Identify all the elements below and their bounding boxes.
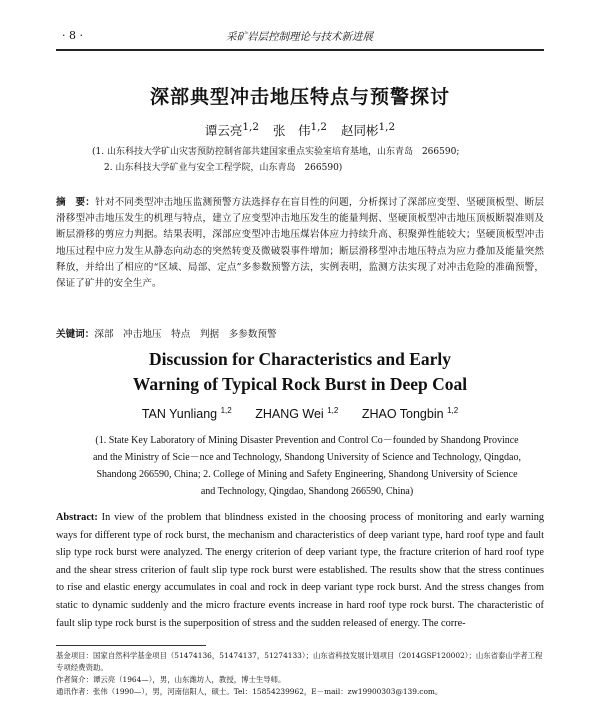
header-rule <box>56 49 544 51</box>
footnote-rule <box>56 645 206 646</box>
chinese-affiliation-line: (1. 山东科技大学矿山灾害预防控制省部共建国家重点实验室培育基地，山东青岛 266590; <box>92 147 460 157</box>
english-authors <box>0 406 600 421</box>
chinese-keywords-text: 深部 冲击地压 特点 判据 多参数预警 <box>94 329 277 340</box>
chinese-abstract-label: 摘 要： <box>56 197 96 208</box>
english-abstract-label: Abstract: <box>56 512 98 523</box>
footnote-corresponding: 通讯作者：张伟（1990—），男，河南信阳人，硕士。Tel：15854239962，E－mail：zw19900303@139.com。 <box>56 687 443 696</box>
english-author: ZHAO Tongbin $^{1,2}$ <box>361 406 459 422</box>
english-title-line: Warning of Typical Rock Burst in Deep Coal <box>132 374 468 394</box>
english-abstract <box>56 509 544 632</box>
footnote-author-bio: 作者简介：谭云亮（1964—），男，山东潍坊人，教授，博士生导师。 <box>56 675 286 684</box>
chinese-keywords <box>56 326 544 340</box>
chinese-authors <box>0 121 600 139</box>
running-title: 采矿岩层控制理论与技术新进展 <box>226 31 373 43</box>
footnotes <box>56 650 544 698</box>
english-abstract-text: In view of the problem that blindness existed in the choosing process of monitoring and early warning ways for different type of rock burst, the mechanism and characteristics of deep variant type, hard roof type and fault slip type rock burst were analyzed. The energy criterion of deep variant type, the fracture criterion of hard roof type and the shear stress criterion of fault slip type rock burst were established. The results show that the stress continues to rise and elastic energy accumulates in coal and rock in deep variant type rock burst. And the stress changes from static to dynamic suddenly and the micro fracture events increase in hard roof type rock burst. The characteristic of fault slip type rock burst is the superposition of stress and the sudden released of energy. The corre- <box>56 512 545 629</box>
english-title-line: Discussion for Characteristics and Early <box>148 349 452 369</box>
page-number: · 8 · <box>62 29 83 42</box>
chinese-author: 赵同彬$^{1,2}$ <box>341 121 396 139</box>
chinese-keywords-label: 关键词： <box>56 329 95 340</box>
chinese-abstract <box>56 195 544 292</box>
chinese-abstract-text: 针对不同类型冲击地压监测预警方法选择存在盲目性的问题，分析探讨了深部应变型、坚硬顶板型、断层滑移型冲击地压发生的机理与特点，建立了应变型冲击地压发生的能量判据、坚硬顶板型冲击地压顶板断裂准则及断层滑移的剪应力判据。结果表明，深部应变型冲击地压煤岩体应力持续升高、积聚弹性能较大；坚硬顶板型冲击地压过程中应力发生从静态向动态的突然转变及微破裂事件增加；断层滑移型冲击地压特点为应力叠加及能量突然释放，并给出了相应的“区域、局部、定点”多参数预警方法，实例表明，监测方法实现了对冲击危险的准确预警，保证了矿井的安全生产。 <box>56 197 545 290</box>
chinese-title: 深部典型冲击地压特点与预警探讨 <box>149 86 450 108</box>
chinese-author: 张 伟$^{1,2}$ <box>272 121 328 139</box>
english-affiliation: (1. State Key Laboratory of Mining Disaster Prevention and Control Co－founded by Shandong Province and the Ministry of Scie－nce and Technology, Shandong University of Science and Technology, Qingdao, Shandong 266590, China; 2. College of Mining and Safety Engineering, Shandong University of Science and Technology, Qingdao, Shandong 266590, China) <box>93 435 521 497</box>
english-author: TAN Yunliang $^{1,2}$ <box>141 406 232 422</box>
english-author: ZHANG Wei $^{1,2}$ <box>255 406 339 422</box>
footnote-funding: 基金项目：国家自然科学基金项目（51474136，51474137，51274133）；山东省科技发展计划项目（2014GSF120002）；山东省泰山学者工程专项经费资助。 <box>56 651 543 672</box>
chinese-author: 谭云亮$^{1,2}$ <box>204 121 259 139</box>
running-header <box>56 28 544 46</box>
chinese-affiliation-line: 2. 山东科技大学矿业与安全工程学院，山东青岛 266590) <box>104 163 343 173</box>
chinese-affiliations <box>92 144 547 176</box>
english-title <box>0 347 600 397</box>
